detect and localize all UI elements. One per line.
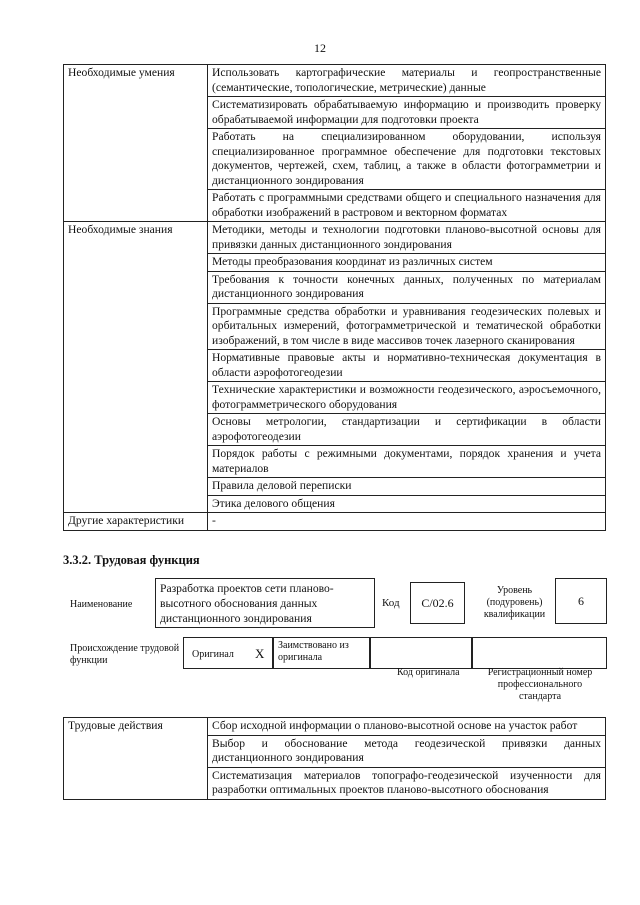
- code-box: [410, 582, 465, 624]
- row-item: Основы метрологии, стандартизации и сертификации в области аэрофотогеодезии: [208, 414, 606, 446]
- function-name-box: [155, 578, 375, 628]
- table-row: [64, 513, 606, 531]
- row-item: Технические характеристики и возможности геодезического, аэросъемочного, фотограмметрического оборудования: [208, 382, 606, 414]
- level-label: Уровень (подуровень) квалификации: [483, 585, 546, 620]
- row-item: Требования к точности конечных данных, полученных по материалам дистанционного зондирования: [208, 271, 606, 303]
- borrowed-label: Заимствовано из оригинала: [278, 640, 349, 663]
- row-item: Методы преобразования координат из различных систем: [208, 254, 606, 272]
- action-item: Выбор и обоснование метода геодезической привязки данных дистанционного зондирования: [208, 735, 606, 767]
- row-item: Порядок работы с режимными документами, порядок хранения и учета материалов: [208, 446, 606, 478]
- requirements-table: [63, 64, 606, 531]
- action-item: Систематизация материалов топографо-геодезической изученности для разработки оптимальных проектов планово-высотного обоснования: [208, 767, 606, 799]
- row-label: Необходимые умения: [64, 65, 208, 222]
- actions-label: Трудовые действия: [64, 718, 208, 800]
- row-item: Правила деловой переписки: [208, 478, 606, 496]
- action-item: Сбор исходной информации о планово-высотной основе на участок работ: [208, 718, 606, 736]
- row-item: Методики, методы и технологии подготовки планово-высотной основы для привязки данных дистанционного зондирования: [208, 222, 606, 254]
- row-label: Необходимые знания: [64, 222, 208, 513]
- reg-number-label: Регистрационный номер профессионального стандарта: [487, 667, 593, 702]
- code-original-label: Код оригинала: [397, 667, 460, 678]
- code-original-cell: [370, 637, 472, 669]
- row-item: Этика делового общения: [208, 495, 606, 513]
- function-name-value: Разработка проектов сети планово-высотного обоснования данных дистанционного зондирования: [160, 582, 334, 625]
- row-item: Работать с программными средствами общего и специального назначения для обработки изображений в растровом и векторном форматах: [208, 190, 606, 222]
- reg-number-cell: [472, 637, 607, 669]
- section-heading: 3.3.2. Трудовая функция: [63, 553, 200, 567]
- original-mark: X: [255, 646, 265, 661]
- row-item: Систематизировать обрабатываемую информацию и производить проверку обрабатываемой информации для подготовки проекта: [208, 97, 606, 129]
- origin-label: Происхождение трудовой функции: [70, 643, 180, 666]
- row-item: Использовать картографические материалы и геопространственные (семантические, топологические, метрические) данные: [208, 65, 606, 97]
- table-row: [64, 222, 606, 254]
- labor-actions-table: [63, 717, 606, 800]
- name-label: Наименование: [70, 599, 133, 610]
- row-label: Другие характеристики: [64, 513, 208, 531]
- code-label: Код: [382, 597, 400, 609]
- row-item: Работать на специализированном оборудовании, используя специализированное программное обеспечение для подготовки текстовых документов, чертежей, схем, таблиц, а также в области фотограмметрии и дистанционного зондирования: [208, 129, 606, 190]
- level-value: 6: [578, 593, 584, 608]
- row-item: Программные средства обработки и уравнивания геодезических полевых и орбитальных измерений, фотограмметрической и тематической обработки изображений, в том числе в виде массивов точек лазерного сканирования: [208, 303, 606, 350]
- original-label: Оригинал: [192, 649, 234, 660]
- code-value: С/02.6: [421, 595, 454, 610]
- row-item: -: [208, 513, 606, 531]
- table-row: [64, 718, 606, 736]
- level-box: [555, 578, 607, 624]
- page-number: 12: [314, 41, 326, 55]
- table-row: [64, 65, 606, 97]
- row-item: Нормативные правовые акты и нормативно-техническая документация в области аэрофотогеодезии: [208, 350, 606, 382]
